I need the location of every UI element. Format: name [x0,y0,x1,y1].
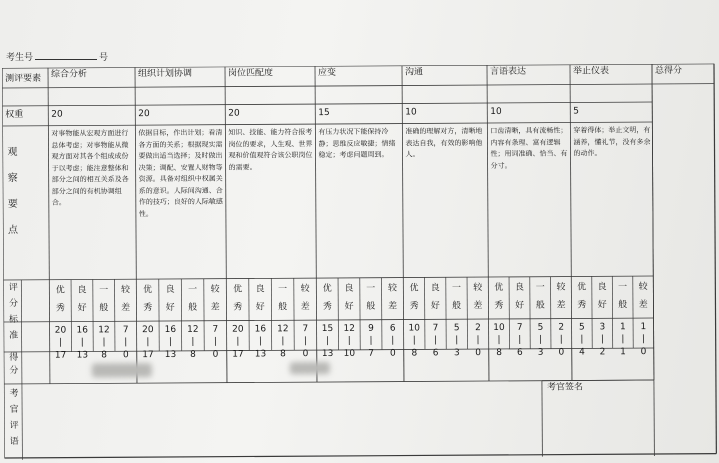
score-range-high: 20 [232,324,244,335]
score-range-separator: | [641,334,645,345]
criterion-weight: 5 [573,106,580,117]
level-label-char: 优 [233,284,243,295]
score-range-high: 5 [578,322,585,333]
score-range-high: 1 [640,322,647,333]
score-range-high: 12 [187,324,199,335]
level-label-char: 较 [120,285,131,296]
score-range-separator: | [168,336,172,347]
level-label-char: 差 [473,301,483,312]
criterion-weight: 15 [318,107,330,119]
level-label-char: 般 [618,300,628,311]
score-range-low: 0 [640,347,647,358]
score-range-low: 4 [579,347,585,358]
score-range-high: 16 [76,325,88,336]
level-label-char: 秀 [577,300,587,311]
score-range-high: 5 [537,322,544,333]
score-range-high: 10 [408,323,420,334]
score-range-high: 5 [453,323,460,334]
score-range-high: 12 [343,323,355,334]
score-range-low: 10 [343,348,356,359]
level-label-char: 秀 [55,303,65,314]
criterion-observation-points: 准确的理解对方，清晰地表达自我，有效的影响他人。 [405,127,483,159]
exam-number-blank[interactable] [35,51,97,60]
criterion-weight: 20 [228,108,240,119]
level-label-char: 秀 [322,301,332,313]
level-label-char: 良 [597,282,607,293]
score-range-high: 16 [164,324,177,336]
level-label-char: 好 [77,303,87,314]
score-range-separator: | [191,336,195,347]
level-label-char: 般 [366,301,376,312]
level-label-char: 良 [514,282,525,293]
score-range-separator: | [433,335,438,346]
score-range-separator: | [102,337,106,348]
level-label-char: 良 [430,283,440,294]
level-label-char: 一 [188,284,198,295]
score-row-label: 得 分 [9,352,19,376]
level-label-char: 般 [99,303,109,314]
score-range-low: 6 [516,347,523,358]
score-range-separator: | [325,336,330,347]
level-label-char: 一 [99,285,109,296]
score-range-separator: | [369,335,373,346]
level-label-char: 般 [535,300,545,311]
score-range-high: 1 [619,322,626,333]
level-label-char: 良 [344,283,354,294]
score-range-high: 15 [321,323,334,335]
score-range-separator: | [538,334,543,345]
level-label-char: 差 [121,303,131,314]
score-range-high: 20 [54,325,67,336]
score-range-high: 7 [516,322,523,333]
score-range-low: 8 [101,350,108,361]
criterion-observation-points: 依据目标，作出计划；看清各方面的关系；根据现实需要做出适当选择；及时做出决策；调配、安置人财物等资源。具备对组织中权属关系的意识。人际间沟通、合作的技巧；良好的人际敏感性。 [138,128,223,218]
level-label-char: 一 [451,283,462,294]
score-range-low: 17 [54,350,67,361]
score-range-low: 0 [389,348,396,359]
criterion-name: 岗位匹配度 [228,68,274,79]
score-range-high: 12 [98,325,110,336]
score-range-low: 2 [599,347,606,358]
grid-line [2,68,4,458]
level-label-char: 好 [165,302,175,314]
criterion-name: 沟通 [405,67,424,78]
score-range-separator: | [236,336,240,347]
level-label-char: 般 [278,302,288,313]
level-label-char: 一 [535,282,545,293]
score-range-separator: | [518,334,522,345]
criterion-observation-points: 有压力状况下能保持冷静；思维反应敏捷；情绪稳定；考虑问题周到。 [318,127,396,160]
grid-line [4,318,654,322]
score-range-separator: | [80,337,84,348]
score-range-high: 6 [389,323,396,334]
score-range-separator: | [580,334,584,345]
level-label-char: 良 [255,284,265,295]
level-label-char: 较 [473,283,483,294]
criterion-observation-points: 知识、技能、能力符合报考岗位的要求，人生观、世界观和价值观符合该公职岗位的需要。 [228,128,313,172]
score-range-separator: | [146,337,150,348]
score-range-low: 3 [453,348,460,359]
level-label-char: 一 [366,283,376,294]
score-range-low: 0 [475,348,482,359]
score-range-high: 2 [475,323,481,334]
level-label-char: 般 [188,302,198,313]
level-label-char: 差 [300,302,310,313]
level-label-char: 差 [638,300,648,311]
criterion-observation-points: 对事物能从宏观方面进行总体考虑；对事物能从微观方面对其各个组成成份于以考虑；能注意整体和部分之间的相互关系及各部分之间的有机协调组合。 [51,129,129,207]
score-range-separator: | [600,334,604,345]
score-range-high: 9 [368,323,374,334]
level-label-char: 良 [77,285,87,296]
score-range-separator: | [621,334,625,345]
weight-row-label: 权重 [5,109,24,120]
score-range-low: 0 [302,349,309,360]
level-label-char: 较 [556,282,566,293]
level-label-char: 好 [597,300,607,311]
level-label-char: 较 [300,284,310,295]
score-range-low: 3 [537,347,544,358]
scoring-row-label: 评 分 标 准 [8,282,19,341]
exam-number-line [6,50,108,63]
score-range-low: 13 [164,349,177,361]
score-table [2,64,718,460]
score-range-low: 7 [368,348,375,359]
score-range-low: 0 [122,350,129,361]
criterion-weight: 10 [490,106,502,118]
score-range-separator: | [213,336,217,347]
grid-line [4,454,716,458]
score-range-low: 6 [432,348,439,359]
level-label-char: 优 [577,282,587,293]
score-range-high: 12 [277,324,289,335]
grid-line [3,276,653,280]
score-range-separator: | [476,335,480,346]
score-range-high: 7 [122,325,129,336]
score-range-low: 0 [212,349,219,360]
level-label-char: 般 [452,301,462,312]
level-label-char: 差 [556,300,566,311]
score-range-separator: | [303,336,307,347]
score-range-separator: | [281,336,285,347]
level-label-char: 优 [494,282,504,293]
score-range-separator: | [258,336,262,347]
score-range-low: 13 [254,349,267,360]
redacted-score [290,362,330,374]
criterion-weight: 20 [138,109,150,120]
level-label-char: 优 [322,283,332,295]
score-range-low: 13 [321,348,334,360]
examiner-signature-label: 考官签名 [546,382,584,393]
criterion-name: 举止仪表 [573,66,610,77]
score-range-high: 7 [432,323,439,334]
score-range-separator: | [412,335,416,346]
score-range-low: 17 [232,349,244,360]
total-score-label: 总得分 [655,65,683,77]
score-range-separator: | [455,335,459,346]
redacted-score [92,363,152,377]
grid-line [21,280,22,460]
level-label-char: 差 [210,302,220,313]
score-range-low: 8 [496,347,503,358]
level-label-char: 优 [55,285,65,296]
score-range-high: 16 [254,324,267,335]
score-range-separator: | [58,337,63,348]
comment-row-label: 考 官 评 语 [9,388,19,447]
criterion-weight: 10 [405,107,417,118]
score-range-low: 0 [558,347,565,358]
observation-row-label: 观 察 要 点 [7,146,19,236]
criterion-name: 言语表达 [490,66,527,78]
level-label-char: 较 [210,284,220,295]
score-range-high: 10 [493,322,505,334]
level-label-char: 秀 [494,300,504,311]
level-label-char: 较 [638,282,648,293]
score-range-low: 17 [142,350,154,361]
level-label-char: 优 [143,285,153,296]
score-range-separator: | [559,334,563,345]
score-range-low: 8 [411,348,418,359]
level-label-char: 较 [387,283,398,294]
level-label-char: 一 [618,282,628,293]
exam-number-prefix: 考生号 [6,53,34,63]
level-label-char: 秀 [143,303,153,314]
grid-line [714,64,716,454]
score-range-low: 8 [190,349,196,360]
score-range-low: 1 [620,347,626,358]
score-range-high: 2 [558,322,565,333]
level-label-char: 一 [278,284,288,295]
score-range-low: 13 [76,350,89,361]
level-label-char: 优 [409,283,419,294]
level-label-char: 好 [515,300,525,311]
criterion-weight: 20 [51,109,63,120]
score-range-high: 20 [142,325,154,336]
exam-number-suffix: 号 [99,53,109,63]
level-label-char: 秀 [409,301,419,312]
criteria-row-label: 测评要素 [5,73,42,84]
level-label-char: 好 [430,301,440,312]
level-label-char: 好 [255,302,265,313]
score-range-separator: | [347,335,351,346]
level-label-char: 好 [344,301,354,312]
level-label-char: 差 [388,301,398,312]
score-range-low: 8 [280,349,286,360]
level-label-char: 秀 [233,302,243,313]
score-range-high: 7 [302,324,309,335]
criterion-name: 组织计划协调 [138,68,193,80]
score-range-separator: | [124,337,128,348]
score-range-high: 7 [212,324,219,335]
level-label-char: 良 [165,284,175,296]
score-range-high: 3 [599,322,606,333]
score-range-separator: | [497,334,501,345]
criterion-name: 应变 [318,67,337,79]
score-range-separator: | [391,335,395,346]
criterion-observation-points: 口齿清晰，具有流畅性；内容有条理、富有逻辑性；用词准确、恰当、有分寸。 [490,126,568,170]
criterion-observation-points: 穿着得体；举止文明，有涵养，懂礼节，没有多余的动作。 [573,126,651,158]
criterion-name: 综合分析 [51,69,88,80]
